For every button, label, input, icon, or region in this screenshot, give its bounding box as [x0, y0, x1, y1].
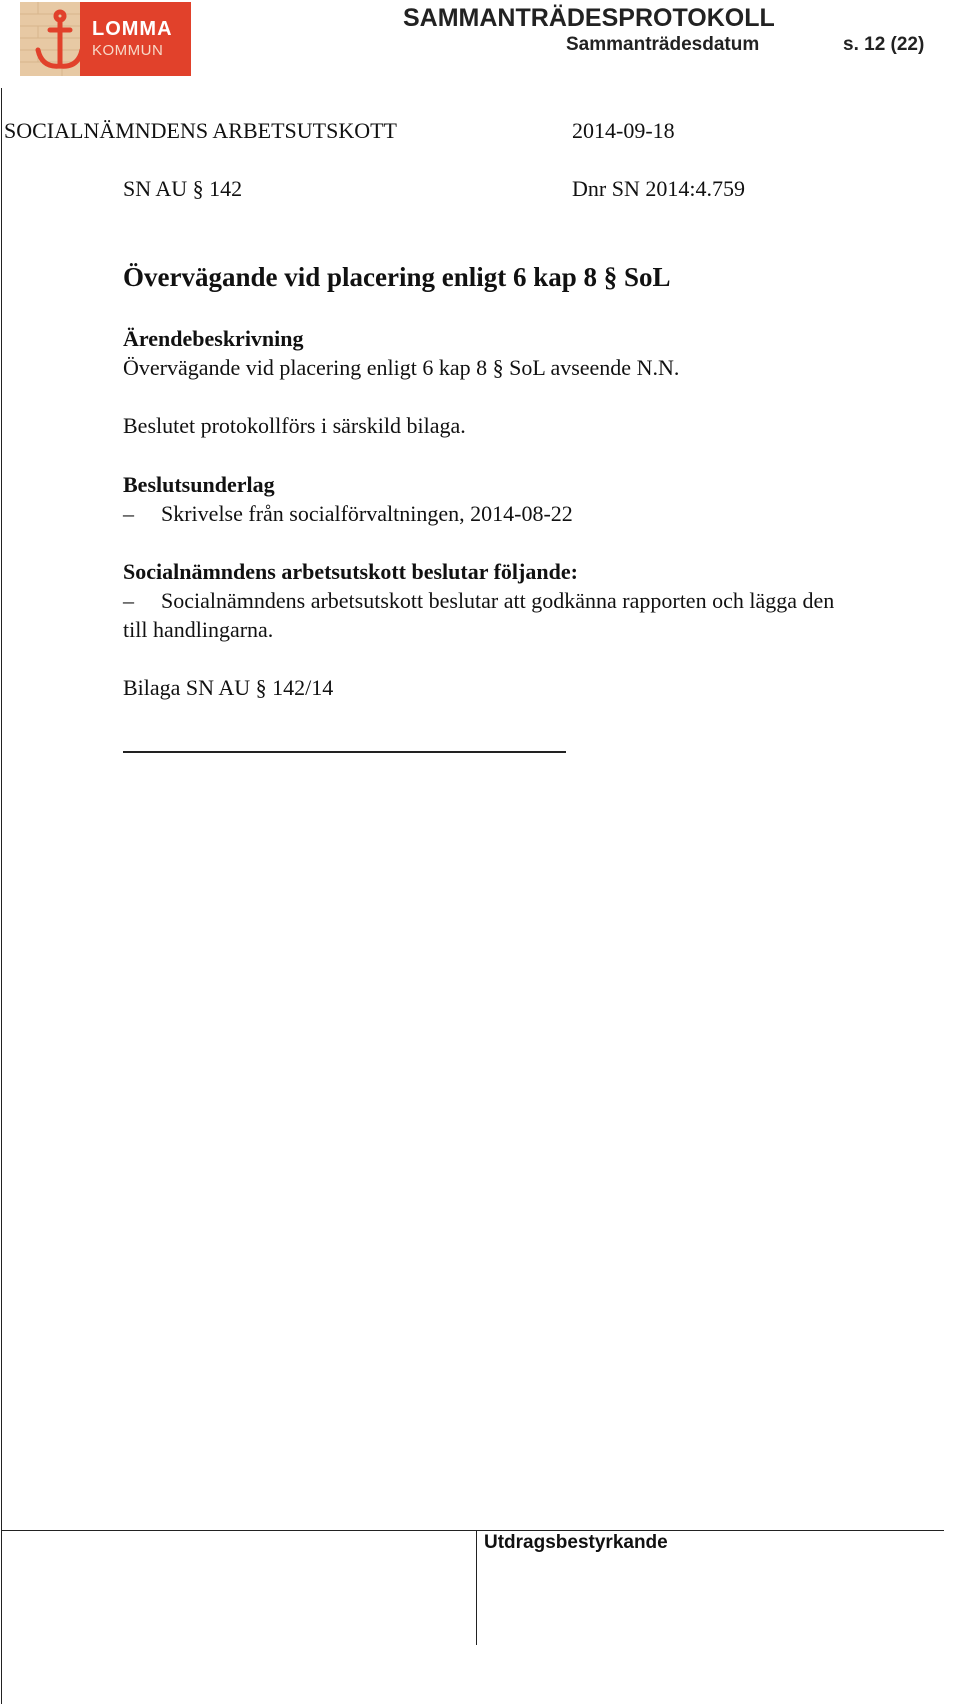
footer-divider-line — [1, 1530, 944, 1531]
lomma-kommun-logo — [20, 2, 191, 76]
case-description-text: Övervägande vid placering enligt 6 kap 8 § SoL avseende N.N. — [123, 355, 680, 380]
page-number: s. 12 (22) — [843, 34, 925, 55]
meeting-date-label: Sammanträdesdatum — [566, 34, 760, 55]
decision-basis-item: Skrivelse från socialförvaltningen, 2014-08-22 — [161, 501, 573, 526]
decision-text-line2: till handlingarna. — [123, 617, 274, 642]
diary-number: Dnr SN 2014:4.759 — [572, 176, 745, 201]
decision-basis-bullet: – — [123, 501, 134, 526]
anchor-icon — [20, 2, 80, 76]
decision-bullet: – — [123, 588, 134, 613]
left-margin-line — [1, 88, 2, 1704]
attachment-reference: Bilaga SN AU § 142/14 — [123, 675, 334, 700]
item-heading: Övervägande vid placering enligt 6 kap 8 § SoL — [123, 262, 671, 292]
meeting-date: 2014-09-18 — [572, 118, 675, 143]
case-description-heading: Ärendebeskrivning — [123, 326, 304, 351]
committee-name: SOCIALNÄMNDENS ARBETSUTSKOTT — [4, 118, 397, 143]
paragraph-number: SN AU § 142 — [123, 176, 243, 201]
extract-certification-label: Utdragsbestyrkande — [484, 1532, 668, 1553]
end-rule — [123, 751, 566, 753]
logo-text-lomma: LOMMA — [92, 18, 173, 40]
footer-column-divider — [476, 1530, 477, 1645]
decision-text-line1: Socialnämndens arbetsutskott beslutar att godkänna rapporten och lägga den — [161, 588, 835, 613]
document-type-title: SAMMANTRÄDESPROTOKOLL — [403, 4, 775, 32]
decision-basis-heading: Beslutsunderlag — [123, 472, 275, 497]
decision-heading: Socialnämndens arbetsutskott beslutar följande: — [123, 559, 578, 584]
protocol-note: Beslutet protokollförs i särskild bilaga. — [123, 413, 466, 438]
logo-text-kommun: KOMMUN — [92, 42, 164, 59]
